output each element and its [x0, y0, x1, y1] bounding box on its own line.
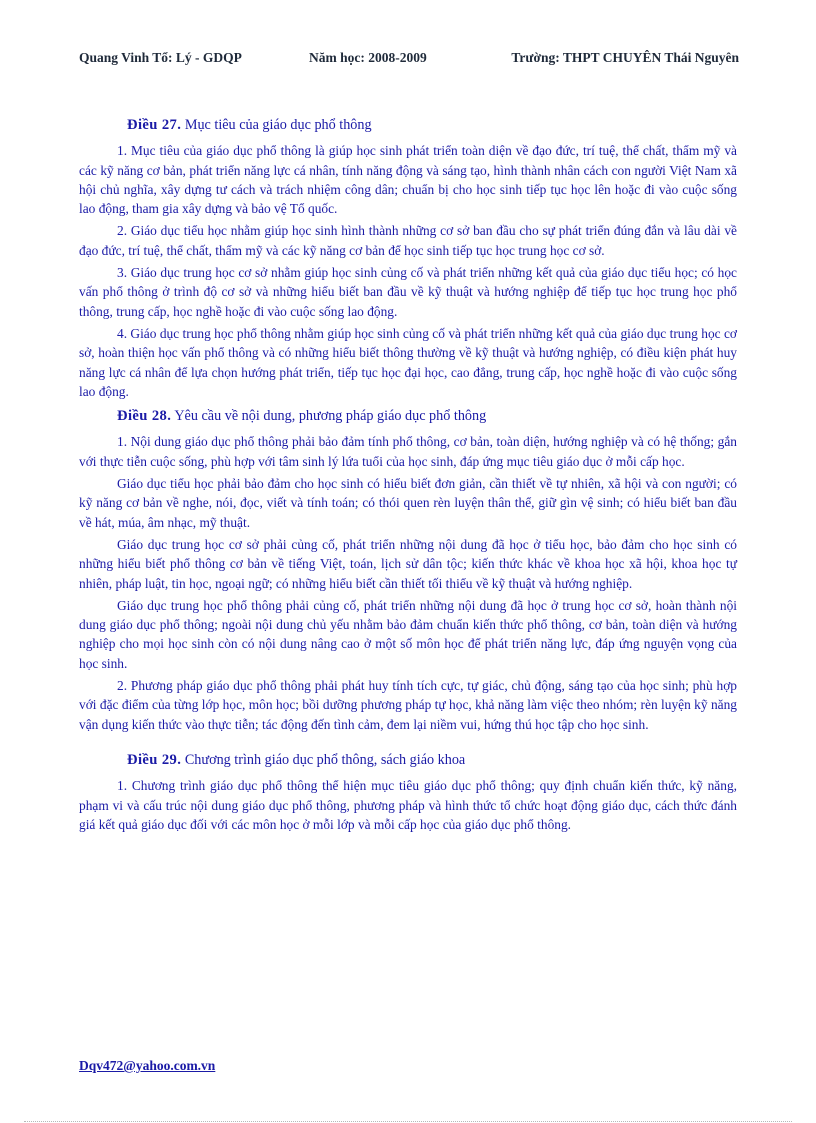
article-27-heading	[127, 116, 737, 135]
header-author-dept: Quang Vinh Tổ: Lý - GDQP	[79, 50, 242, 65]
article-28-paragraph-4: Giáo dục trung học phổ thông phải củng cố, phát triển những nội dung đã học ở trung học cơ sở, hoàn thành nội dung giáo dục phổ thông; ngoài nội dung chủ yếu nhằm bảo đảm chuẩn kiến thức phổ thông, cơ bản, toàn diện và hướng nghiệp cho mọi học sinh còn có nội dung nâng cao ở một số môn học để phát triển năng lực, đáp ứng nguyện vọng của học sinh.	[79, 597, 737, 671]
article-28-paragraph-3: Giáo dục trung học cơ sở phải củng cố, phát triển những nội dung đã học ở tiểu học, bảo đảm cho học sinh có những hiểu biết phổ thông cơ bản về tiếng Việt, toán, lịch sử dân tộc; kiến thức khác về khoa học xã hội, khoa học tự nhiên, pháp luật, tin học, ngoại ngữ; có những hiểu biết cần thiết tối thiểu về kỹ thuật và hướng nghiệp.	[79, 536, 737, 591]
article-27-paragraph-1: 1. Mục tiêu của giáo dục phổ thông là giúp học sinh phát triển toàn diện về đạo đức, trí tuệ, thể chất, thẩm mỹ và các kỹ năng cơ bản, phát triển năng lực cá nhân, tính năng động và sáng tạo, hình thành nhân cách con người Việt Nam xã hội chủ nghĩa, xây dựng tư cách và trách nhiệm công dân; chuẩn bị cho học sinh tiếp tục học lên hoặc đi vào cuộc sống lao động, tham gia xây dựng và bảo vệ Tổ quốc.	[79, 143, 737, 217]
article-number: Điều 28.	[117, 408, 172, 425]
article-28-heading	[117, 407, 737, 426]
article-27-paragraph-2: 2. Giáo dục tiểu học nhằm giúp học sinh hình thành những cơ sở ban đầu cho sự phát triển đúng đắn và lâu dài về đạo đức, trí tuệ, thể chất, thẩm mỹ và các kỹ năng cơ bản để học sinh tiếp tục học trung học cơ sở.	[79, 223, 737, 258]
article-number: Điều 29.	[127, 751, 182, 768]
page-bottom-rule	[24, 1121, 792, 1122]
article-title: Chương trình giáo dục phổ thông, sách giáo khoa	[184, 751, 466, 768]
document-body	[79, 116, 737, 837]
footer-email-link[interactable]: Dqv472@yahoo.com.vn	[79, 1058, 216, 1073]
header-school-year: Năm học: 2008-2009	[309, 50, 427, 65]
header-school: Trường: THPT CHUYÊN Thái Nguyên	[511, 50, 739, 65]
article-29-heading	[127, 751, 737, 770]
article-28-paragraph-5: 2. Phương pháp giáo dục phổ thông phải phát huy tính tích cực, tự giác, chủ động, sáng tạo của học sinh; phù hợp với đặc điểm của từng lớp học, môn học; bồi dưỡng phương pháp tự học, khả năng làm việc theo nhóm; rèn luyện kỹ năng vận dụng kiến thức vào thực tiễn; tác động đến tình cảm, đem lại niềm vui, hứng thú học tập cho học sinh.	[79, 678, 737, 732]
spacer	[79, 737, 737, 751]
article-number: Điều 27.	[127, 117, 182, 133]
article-28-paragraph-2: Giáo dục tiểu học phải bảo đảm cho học sinh có hiểu biết đơn giản, cần thiết về tự nhiên, xã hội và con người; có kỹ năng cơ bản về nghe, nói, đọc, viết và tính toán; có thói quen rèn luyện thân thể, giữ gìn vệ sinh; có hiểu biết ban đầu về hát, múa, âm nhạc, mỹ thuật.	[79, 476, 737, 530]
article-title: Yêu cầu về nội dung, phương pháp giáo dục phổ thông	[174, 408, 487, 425]
article-27-paragraph-4: 4. Giáo dục trung học phổ thông nhằm giúp học sinh củng cố và phát triển những kết quả của giáo dục trung học cơ sở, hoàn thiện học vấn phổ thông và có những hiểu biết thông thường về kỹ thuật và hướng nghiệp, có điều kiện phát huy năng lực cá nhân để lựa chọn hướng phát triển, tiếp tục học đại học, cao đẳng, trung cấp, học nghề hoặc đi vào cuộc sống lao động.	[79, 325, 737, 399]
article-28-paragraph-1: 1. Nội dung giáo dục phổ thông phải bảo đảm tính phổ thông, cơ bản, toàn diện, hướng nghiệp và có hệ thống; gắn với thực tiễn cuộc sống, phù hợp với tâm sinh lý lứa tuổi của học sinh, đáp ứng mục tiêu giáo dục ở mỗi cấp học.	[79, 434, 737, 469]
page-header	[79, 50, 739, 68]
article-title: Mục tiêu của giáo dục phổ thông	[184, 117, 372, 133]
article-29-paragraph-1: 1. Chương trình giáo dục phổ thông thể hiện mục tiêu giáo dục phổ thông; quy định chuẩn kiến thức, kỹ năng, phạm vi và cấu trúc nội dung giáo dục phổ thông, phương pháp và hình thức tổ chức hoạt động giáo dục, cách thức đánh giá kết quả giáo dục đối với các môn học ở mỗi lớp và mỗi cấp học của giáo dục phổ thông.	[79, 778, 737, 832]
article-27-paragraph-3: 3. Giáo dục trung học cơ sở nhằm giúp học sinh củng cố và phát triển những kết quả của giáo dục tiểu học; có học vấn phổ thông ở trình độ cơ sở và những hiểu biết ban đầu về kỹ thuật và hướng nghiệp để tiếp tục học trung học phổ thông, trung cấp, học nghề hoặc đi vào cuộc sống lao động.	[79, 265, 737, 319]
